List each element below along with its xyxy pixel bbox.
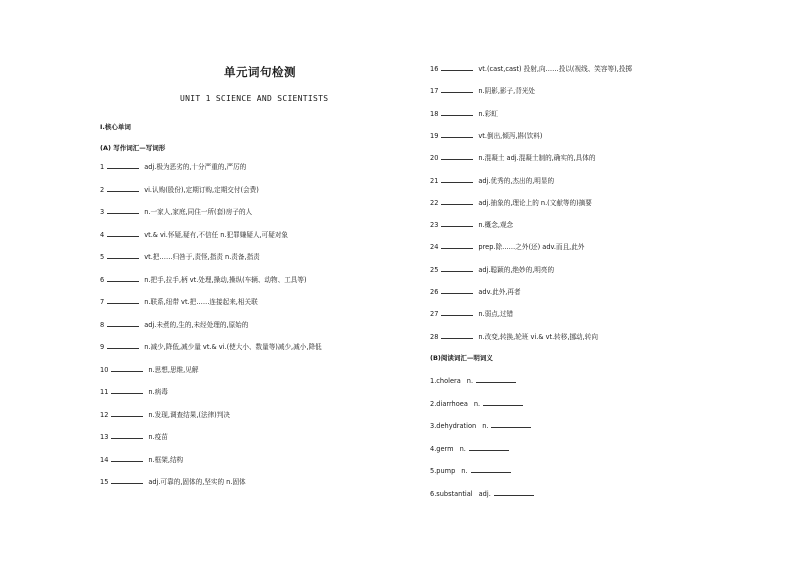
vocab-item xyxy=(430,332,598,341)
answer-blank[interactable] xyxy=(107,207,139,214)
item-number: 5. xyxy=(430,467,437,475)
answer-blank[interactable] xyxy=(107,252,139,259)
answer-blank[interactable] xyxy=(441,220,473,227)
vocab-item xyxy=(100,252,260,261)
vocab-item xyxy=(100,410,230,419)
reading-item xyxy=(430,466,511,475)
vocab-item xyxy=(430,86,535,95)
answer-blank[interactable] xyxy=(111,432,143,439)
vocab-item xyxy=(100,477,246,486)
item-meaning: adj.优秀的,杰出的,明显的 xyxy=(478,176,555,185)
item-number: 15 xyxy=(100,478,109,486)
answer-blank[interactable] xyxy=(441,265,473,272)
item-number: 28 xyxy=(430,332,439,341)
answer-blank[interactable] xyxy=(491,421,531,428)
vocab-item xyxy=(100,185,259,194)
item-meaning: n.一家人,家庭,同住一所(套)房子的人 xyxy=(144,208,253,216)
item-pos: n. xyxy=(466,377,474,385)
item-number: 27 xyxy=(430,310,439,319)
item-number: 8 xyxy=(100,320,105,329)
vocab-item xyxy=(430,131,542,140)
answer-blank[interactable] xyxy=(111,387,143,394)
item-pos: n. xyxy=(459,444,466,453)
vocab-item xyxy=(100,320,248,329)
item-meaning: n.概念,观念 xyxy=(478,221,514,230)
item-number: 21 xyxy=(430,176,439,185)
item-word: germ xyxy=(436,444,454,453)
answer-blank[interactable] xyxy=(107,320,139,327)
item-meaning: prep.除……之外(还) adv.而且,此外 xyxy=(478,243,585,252)
answer-blank[interactable] xyxy=(441,86,473,93)
vocab-item xyxy=(430,287,521,296)
item-meaning: n.阴影,影子,背光处 xyxy=(478,87,536,96)
item-pos: n. xyxy=(461,467,468,475)
item-meaning: vi.认购(股份),定期订购,定期交付(会费) xyxy=(144,185,259,194)
item-number: 1 xyxy=(100,163,105,171)
item-number: 24 xyxy=(430,243,439,252)
answer-blank[interactable] xyxy=(476,376,516,383)
item-meaning: adv.此外,再者 xyxy=(478,288,521,296)
item-number: 18 xyxy=(430,109,439,118)
item-number: 19 xyxy=(430,131,439,140)
item-meaning: n.发现,调查结果,(法律)判决 xyxy=(148,410,230,419)
item-meaning: vt.倒出,倾泻,斟(饮料) xyxy=(478,131,543,140)
answer-blank[interactable] xyxy=(107,230,139,237)
answer-blank[interactable] xyxy=(111,365,143,372)
item-number: 3 xyxy=(100,208,105,216)
answer-blank[interactable] xyxy=(441,64,473,71)
item-meaning: vt.把……归咎于,责怪,指责 n.责备,指责 xyxy=(144,253,260,261)
item-meaning: n.病毒 xyxy=(148,388,168,396)
vocab-item xyxy=(100,275,307,284)
item-meaning: adj.极为恶劣的,十分严重的,严厉的 xyxy=(144,163,247,171)
item-number: 5 xyxy=(100,253,105,261)
vocab-item xyxy=(100,230,288,239)
item-word: dehydration xyxy=(436,422,477,430)
item-number: 12 xyxy=(100,410,109,419)
item-number: 16 xyxy=(430,65,439,73)
item-number: 11 xyxy=(100,388,109,396)
vocab-item xyxy=(430,64,632,73)
item-word: substantial xyxy=(436,489,473,498)
item-meaning: n.改变,转换,轮班 vi.& vt.转移,挪动,转向 xyxy=(478,332,598,341)
answer-blank[interactable] xyxy=(441,176,473,183)
answer-blank[interactable] xyxy=(107,342,139,349)
item-word: cholera xyxy=(436,377,461,385)
answer-blank[interactable] xyxy=(441,198,473,205)
item-number: 9 xyxy=(100,343,105,351)
answer-blank[interactable] xyxy=(471,466,511,473)
reading-item xyxy=(430,489,534,498)
vocab-item xyxy=(430,198,592,207)
answer-blank[interactable] xyxy=(441,131,473,138)
answer-blank[interactable] xyxy=(107,297,139,304)
answer-blank[interactable] xyxy=(111,455,143,462)
item-pos: n. xyxy=(482,422,489,430)
item-number: 6 xyxy=(100,275,105,284)
item-meaning: n.弱点,过错 xyxy=(478,310,514,319)
answer-blank[interactable] xyxy=(111,410,143,417)
item-number: 4 xyxy=(100,230,105,239)
item-word: pump xyxy=(436,467,456,475)
item-number: 2. xyxy=(430,399,437,408)
item-number: 2 xyxy=(100,185,105,194)
item-meaning: n.把手,拉手,柄 vt.处理,操动,操纵(车辆、动物、工具等) xyxy=(144,275,307,284)
answer-blank[interactable] xyxy=(469,444,509,451)
answer-blank[interactable] xyxy=(441,242,473,249)
vocab-item xyxy=(100,432,168,441)
reading-item xyxy=(430,444,509,453)
item-number: 26 xyxy=(430,288,439,296)
vocab-item xyxy=(100,297,258,306)
answer-blank[interactable] xyxy=(107,162,139,169)
section-core-words: Ⅰ.核心单词 xyxy=(100,123,131,131)
vocab-item xyxy=(100,162,246,171)
item-meaning: vt.& vi.怀疑,疑有,不信任 n.犯罪嫌疑人,可疑对象 xyxy=(144,230,289,239)
item-number: 13 xyxy=(100,433,109,441)
reading-item xyxy=(430,399,523,408)
reading-item xyxy=(430,376,516,385)
answer-blank[interactable] xyxy=(107,185,139,192)
item-number: 7 xyxy=(100,298,105,306)
item-number: 6. xyxy=(430,489,437,498)
item-pos: adj. xyxy=(478,489,491,498)
item-meaning: n.联系,纽带 vt.把……连接起来,相关联 xyxy=(144,298,258,306)
item-meaning: n.思想,思维,见解 xyxy=(148,365,199,374)
answer-blank[interactable] xyxy=(111,477,143,484)
answer-blank[interactable] xyxy=(441,109,473,116)
item-meaning: adj.可靠的,固体的,坚实的 n.固体 xyxy=(148,478,246,486)
item-meaning: n.彩虹 xyxy=(478,109,498,118)
item-number: 17 xyxy=(430,87,439,96)
reading-item xyxy=(430,421,531,430)
item-pos: n. xyxy=(473,399,481,408)
vocab-item xyxy=(430,176,554,185)
item-word: diarrhoea xyxy=(436,399,468,408)
item-number: 10 xyxy=(100,365,109,374)
subsection-writing-vocab: (A) 写作词汇—写词形 xyxy=(100,144,166,152)
item-meaning: n.混凝土 adj.混凝土制的,确实的,具体的 xyxy=(478,154,596,163)
page-title: 单元词句检测 xyxy=(224,65,296,79)
vocab-item xyxy=(100,365,198,374)
vocab-item xyxy=(430,309,513,318)
answer-blank[interactable] xyxy=(494,489,534,496)
vocab-item xyxy=(430,109,498,118)
item-number: 3. xyxy=(430,422,437,430)
item-meaning: n.减少,降低,减少量 vt.& vi.(使大小、数量等)减少,减小,降低 xyxy=(144,343,322,351)
vocab-item xyxy=(100,387,168,396)
vocab-item xyxy=(430,265,554,274)
item-meaning: vt.(cast,cast) 投射,向……投以(视线、笑容等),投掷 xyxy=(478,65,632,73)
vocab-item xyxy=(430,153,595,162)
item-number: 4. xyxy=(430,444,437,453)
vocab-item xyxy=(100,207,252,216)
item-number: 20 xyxy=(430,154,439,163)
answer-blank[interactable] xyxy=(441,332,473,339)
item-number: 23 xyxy=(430,221,439,230)
item-number: 1. xyxy=(430,377,437,385)
unit-heading: UNIT 1 SCIENCE AND SCIENTISTS xyxy=(180,94,329,103)
item-meaning: adj.抽象的,理论上的 n.(文献等的)摘要 xyxy=(478,198,592,207)
vocab-item xyxy=(430,242,584,251)
vocab-item xyxy=(430,220,513,229)
item-number: 14 xyxy=(100,455,109,464)
answer-blank[interactable] xyxy=(107,275,139,282)
item-meaning: n.框架,结构 xyxy=(148,455,184,464)
vocab-item xyxy=(100,455,183,464)
item-meaning: adj.聪颖的,绝妙的,明亮的 xyxy=(478,265,555,274)
answer-blank[interactable] xyxy=(441,153,473,160)
item-meaning: n.疫苗 xyxy=(148,433,168,441)
item-number: 22 xyxy=(430,198,439,207)
subsection-reading-vocab: (B)阅读词汇—明词义 xyxy=(430,354,493,362)
item-number: 25 xyxy=(430,265,439,274)
item-meaning: adj.未煮的,生的,未经处理的,原始的 xyxy=(144,320,249,329)
answer-blank[interactable] xyxy=(441,309,473,316)
answer-blank[interactable] xyxy=(483,399,523,406)
vocab-item xyxy=(100,342,322,351)
answer-blank[interactable] xyxy=(441,287,473,294)
